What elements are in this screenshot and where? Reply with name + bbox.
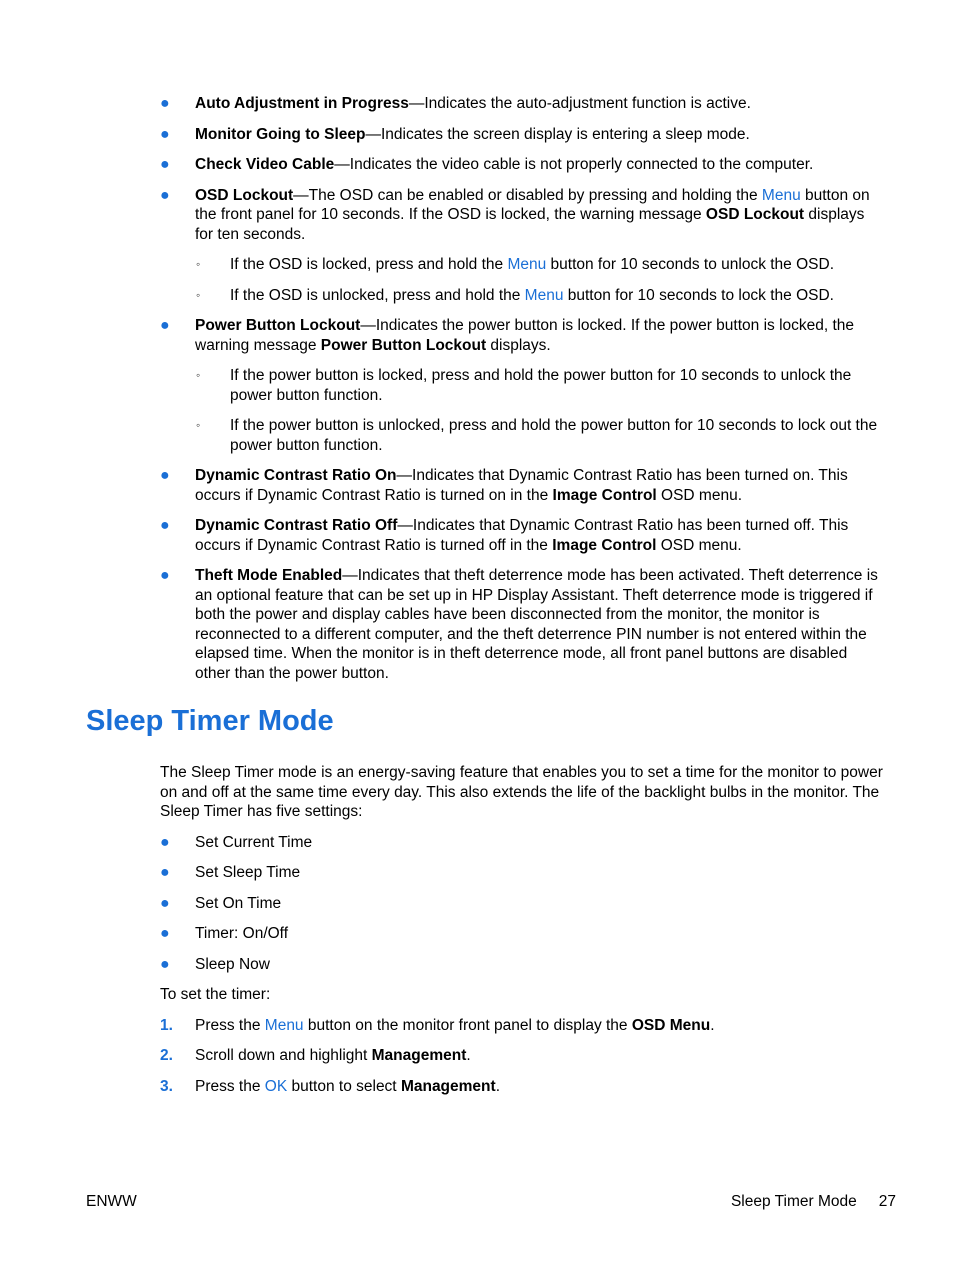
bullet-icon: ● — [160, 95, 170, 112]
settings-list-item: ● Set On Time — [160, 894, 282, 912]
bullet-icon: ● — [160, 833, 170, 851]
page-content — [0, 94, 954, 1107]
footer-right — [731, 1192, 896, 1212]
sub-bullet-icon: ◦ — [196, 287, 201, 302]
settings-list-item: ● Set Current Time — [160, 833, 313, 851]
bullet-icon: ● — [160, 567, 170, 584]
step-item: 3. Press the OK button to select Management. — [160, 1077, 500, 1095]
item-desc: —Indicates the auto-adjustment function is active. — [408, 95, 751, 112]
item-title: OSD Lockout — [195, 186, 294, 204]
item-desc: —Indicates the video cable is not properly connected to the computer. — [334, 156, 814, 173]
sub-bullet-icon: ◦ — [196, 418, 201, 432]
list-item — [0, 125, 954, 145]
item-desc: —Indicates the screen display is entering a sleep mode. — [365, 125, 750, 143]
item-title: Dynamic Contrast Ratio Off — [195, 517, 398, 534]
item-title: Theft Mode Enabled — [195, 567, 343, 584]
bullet-icon: ● — [160, 517, 170, 534]
bullet-icon: ● — [160, 894, 170, 912]
sub-list-item: ◦ If the OSD is locked, press and hold the Menu button for 10 seconds to unlock the OSD. — [196, 256, 834, 273]
menu-button-link[interactable]: Menu — [507, 256, 547, 273]
footer-left: ENWW — [86, 1193, 137, 1210]
sub-bullet-icon: ◦ — [196, 257, 201, 271]
sub-list-item: ◦ If the power button is unlocked, press and hold the power button for 10 seconds to lock out the power button function. — [196, 417, 878, 454]
steps-intro: To set the timer: — [160, 986, 271, 1003]
step-item: 1. Press the Menu button on the monitor front panel to display the OSD Menu. — [160, 1016, 715, 1034]
intro-paragraph: The Sleep Timer mode is an energy-saving feature that enables you to set a time for the monitor to power on and off at the same time every day. This also extends the life of the backlight bulbs in the monitor. The Sleep Timer has five settings: — [160, 764, 883, 820]
list-item — [0, 94, 954, 114]
list-item: ● OSD Lockout—The OSD can be enabled or disabled by pressing and holding the Menu button on the front panel for 10 seconds. If the OSD is locked, the warning message OSD Lockout displays for ten seconds. — [160, 186, 870, 243]
menu-button-link[interactable]: Menu — [761, 186, 801, 204]
bullet-icon: ● — [160, 955, 170, 973]
list-item: ● Dynamic Contrast Ratio On—Indicates that Dynamic Contrast Ratio has been turned on. This occurs if Dynamic Contrast Ratio is turned on in the Image Control OSD menu. — [160, 467, 848, 504]
bullet-icon: ● — [160, 156, 170, 173]
page-number: 27 — [878, 1193, 896, 1210]
list-item — [0, 155, 954, 175]
item-title: Monitor Going to Sleep — [195, 125, 366, 143]
settings-list-item: ● Sleep Now — [160, 955, 270, 973]
bullet-icon: ● — [160, 317, 170, 334]
section-heading: Sleep Timer Mode — [86, 705, 334, 737]
list-item: ● Dynamic Contrast Ratio Off—Indicates that Dynamic Contrast Ratio has been turned off. This occurs if Dynamic Contrast Ratio is turned off in the Image Control OSD menu. — [160, 517, 849, 554]
menu-button-link[interactable]: Menu — [524, 286, 564, 304]
item-title: Power Button Lockout — [195, 317, 361, 334]
ok-button-link[interactable]: OK — [264, 1077, 288, 1095]
sub-bullet-icon: ◦ — [196, 368, 201, 382]
sub-list-item: ◦ If the OSD is unlocked, press and hold the Menu button for 10 seconds to lock the OSD. — [196, 286, 834, 304]
page-footer — [86, 1192, 896, 1212]
item-title: Check Video Cable — [195, 156, 335, 173]
step-number: 2. — [160, 1047, 173, 1064]
sub-list-item: ◦ If the power button is locked, press and hold the power button for 10 seconds to unlock the power button function. — [196, 367, 852, 404]
footer-section: Sleep Timer Mode — [730, 1193, 857, 1210]
step-item: 2. Scroll down and highlight Management. — [160, 1047, 471, 1064]
warning-message: Power Button Lockout — [320, 336, 487, 354]
bullet-icon: ● — [160, 864, 170, 881]
menu-button-link[interactable]: Menu — [264, 1016, 304, 1034]
settings-list-item: ● Timer: On/Off — [160, 925, 289, 942]
item-title: Dynamic Contrast Ratio On — [195, 467, 397, 484]
settings-list-item: ● Set Sleep Time — [160, 864, 301, 881]
bullet-icon: ● — [160, 925, 170, 942]
bullet-icon: ● — [160, 467, 170, 484]
menu-name: Image Control — [552, 536, 657, 554]
item-title: Auto Adjustment in Progress — [195, 95, 409, 112]
warning-message: OSD Lockout — [705, 206, 805, 223]
bullet-icon: ● — [160, 125, 170, 143]
step-number: 3. — [160, 1077, 173, 1095]
step-number: 1. — [160, 1016, 173, 1034]
bullet-icon: ● — [160, 186, 170, 204]
list-item: ● Power Button Lockout—Indicates the power button is locked. If the power button is locked, the warning message Power Button Lockout displays. — [160, 317, 855, 354]
list-item: ● Theft Mode Enabled—Indicates that theft deterrence mode has been activated. Theft deterrence is an optional feature that can be set up in HP Display Assistant. Theft deterrence mode is triggered if both the power and display cables have been disconnected from the monitor, the monitor is reconnected to a different computer, and the theft deterrence PIN number is not entered within the elapsed time. When the monitor is in theft deterrence mode, all front panel buttons are disabled other than the power button. — [160, 567, 878, 682]
menu-name: Image Control — [552, 486, 657, 504]
